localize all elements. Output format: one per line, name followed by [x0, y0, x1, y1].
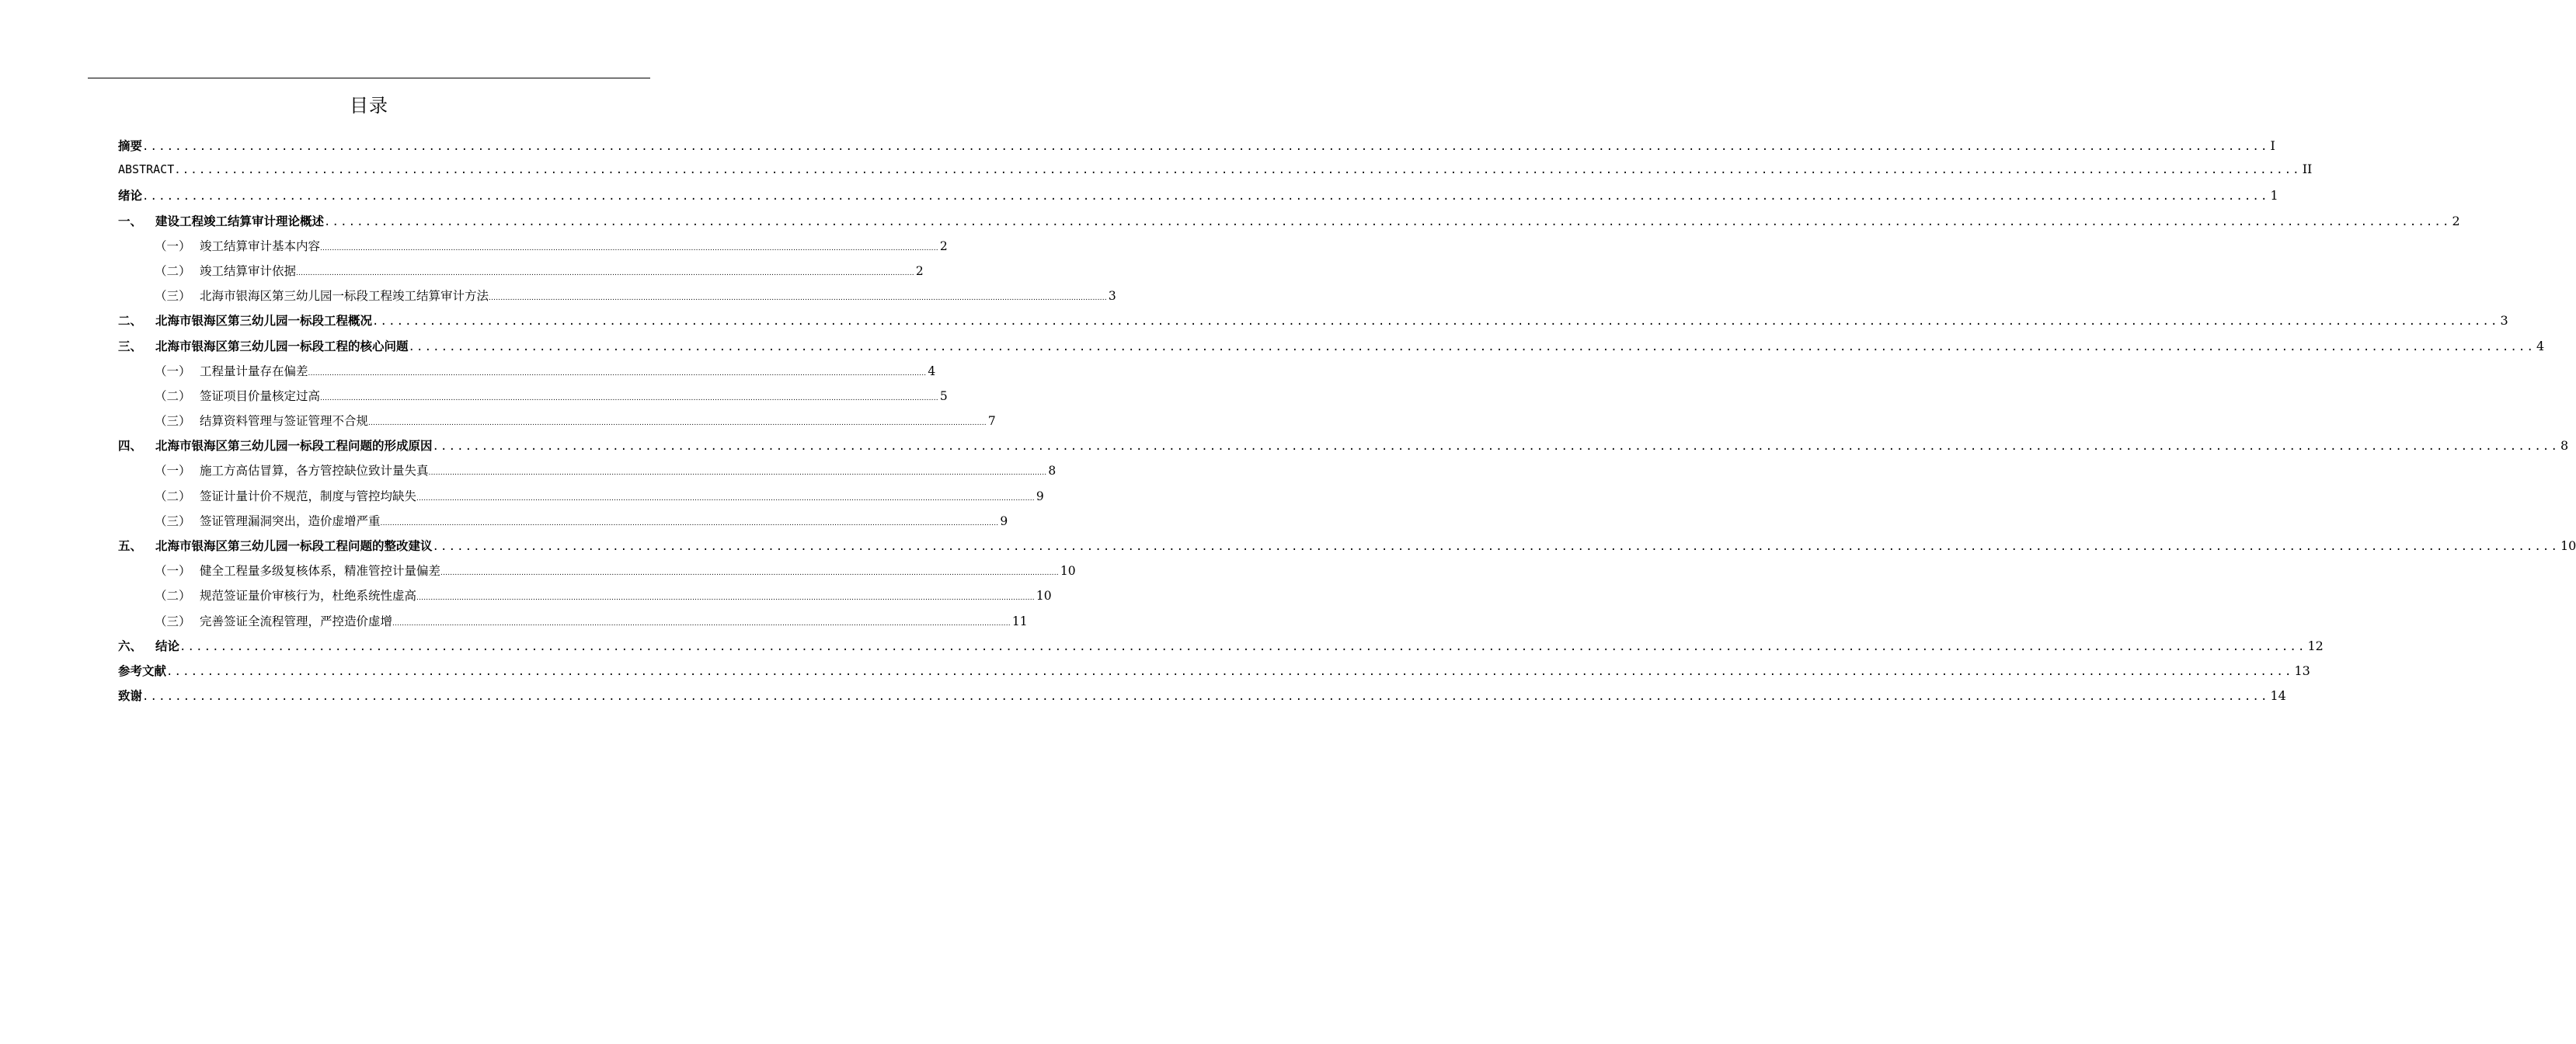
- toc-entry-label: 北海市银海区第三幼儿园一标段工程竣工结算审计方法: [200, 289, 489, 304]
- toc-entry-page: 10: [2560, 538, 2576, 553]
- toc-entry-number: 五、: [118, 539, 143, 553]
- dot-leader: ....................................................................................................................................................................................................................................................................: [372, 315, 2499, 329]
- toc-entry-label: 竣工结算审计依据: [200, 263, 297, 278]
- dot-leader: ....................................................................................................................................................................................................................................................................: [324, 215, 2451, 228]
- toc-entry-label: 签证项目价量核定过高: [200, 388, 321, 403]
- toc-entry-label: 绪论: [118, 189, 143, 204]
- toc-entry-label: 致谢: [118, 689, 143, 704]
- toc-entry-number: （一）: [155, 238, 191, 253]
- toc-entry-page: 5: [939, 388, 948, 403]
- dot-leader: ....................................................................................................................................................................................................................................................................: [142, 190, 2269, 204]
- toc-entry-page: 4: [2536, 338, 2545, 353]
- toc-entry[interactable]: [118, 437, 2569, 461]
- dot-leader: ....................................................................................................................................................................................................................................................................: [380, 519, 999, 527]
- toc-entry-page: 3: [1108, 289, 1116, 304]
- toc-entry-label: ABSTRACT: [118, 162, 175, 177]
- toc-entry[interactable]: [118, 487, 1044, 512]
- toc-entry-number: （二）: [155, 263, 191, 278]
- dot-leader: ....................................................................................................................................................................................................................................................................: [320, 394, 938, 402]
- toc-entry[interactable]: [118, 537, 2576, 562]
- toc-entry[interactable]: [118, 337, 2545, 362]
- toc-entry-page: 12: [2307, 638, 2324, 653]
- toc-entry[interactable]: [118, 586, 1052, 611]
- toc-entry-label: 参考文献: [118, 663, 167, 678]
- toc-entry-page: 2: [915, 263, 924, 278]
- toc-entry-label: 北海市银海区第三幼儿园一标段工程的核心问题: [155, 339, 409, 353]
- toc-entry-label: 结论: [155, 639, 180, 653]
- dot-leader: ....................................................................................................................................................................................................................................................................: [416, 594, 1035, 603]
- toc-entry-label: 签证计量计价不规范，制度与管控均缺失: [200, 489, 417, 503]
- toc-entry-label: 建设工程竣工结算审计理论概述: [155, 214, 325, 228]
- toc-entry-page: 7: [987, 414, 996, 429]
- toc-entry-number: 六、: [118, 639, 143, 653]
- toc-entry-label: 完善签证全流程管理，严控造价虚增: [200, 614, 393, 628]
- toc-entry[interactable]: [118, 262, 924, 287]
- toc-entry-page: 10: [1036, 589, 1052, 604]
- toc-entry-page: 2: [939, 238, 948, 253]
- dot-leader: ....................................................................................................................................................................................................................................................................: [174, 164, 2301, 177]
- toc-entry-page: 9: [1000, 513, 1008, 528]
- toc-entry-label: 竣工结算审计基本内容: [200, 238, 321, 253]
- toc-entry[interactable]: [118, 186, 2278, 211]
- toc-entry-number: （三）: [155, 513, 191, 528]
- toc-entry[interactable]: [118, 512, 1008, 537]
- toc-entry-page: 9: [1036, 489, 1044, 503]
- dot-leader: ....................................................................................................................................................................................................................................................................: [489, 294, 1107, 303]
- dot-leader: ....................................................................................................................................................................................................................................................................: [308, 369, 927, 378]
- dot-leader: ....................................................................................................................................................................................................................................................................: [432, 541, 2559, 553]
- toc-entry-page: 2: [2452, 213, 2460, 228]
- dot-leader: ....................................................................................................................................................................................................................................................................: [179, 640, 2306, 653]
- toc-entry-number: 一、: [118, 214, 143, 228]
- toc-entry[interactable]: [118, 162, 2313, 186]
- dot-leader: ....................................................................................................................................................................................................................................................................: [296, 269, 914, 277]
- toc-entry-number: （一）: [155, 564, 191, 579]
- toc-entry-page: 4: [928, 364, 936, 378]
- dot-leader: ....................................................................................................................................................................................................................................................................: [432, 440, 2559, 454]
- toc-entry-number: （二）: [155, 388, 191, 403]
- dot-leader: ....................................................................................................................................................................................................................................................................: [428, 469, 1047, 478]
- toc-entry-page: 3: [2500, 313, 2508, 329]
- toc-entry[interactable]: [118, 311, 2508, 336]
- toc-entry-label: 签证管理漏洞突出，造价虚增严重: [200, 513, 381, 528]
- toc-entry[interactable]: [118, 461, 1057, 486]
- dot-leader: ....................................................................................................................................................................................................................................................................: [368, 419, 987, 428]
- toc-entry-number: 四、: [118, 439, 143, 454]
- page-title: 目录: [350, 95, 388, 117]
- toc-entry-page: 14: [2270, 688, 2286, 704]
- toc-entry-label: 工程量计量存在偏差: [200, 364, 308, 378]
- dot-leader: ....................................................................................................................................................................................................................................................................: [320, 244, 938, 252]
- toc-entry-page: I: [2270, 138, 2275, 153]
- toc-entry-label: 结算资料管理与签证管理不合规: [200, 414, 369, 429]
- toc-entry-page: 8: [2560, 438, 2569, 454]
- dot-leader: ....................................................................................................................................................................................................................................................................: [142, 691, 2269, 704]
- table-of-contents: [118, 137, 2576, 712]
- toc-entry-label: 北海市银海区第三幼儿园一标段工程问题的整改建议: [155, 539, 433, 553]
- toc-entry-page: 8: [1048, 464, 1057, 478]
- toc-entry-number: （三）: [155, 614, 191, 628]
- toc-entry[interactable]: [118, 637, 2324, 662]
- toc-entry-number: （一）: [155, 364, 191, 378]
- toc-entry[interactable]: [118, 362, 936, 387]
- toc-entry[interactable]: [118, 662, 2310, 687]
- toc-entry-label: 摘要: [118, 139, 143, 153]
- toc-entry[interactable]: [118, 612, 1028, 637]
- dot-leader: ....................................................................................................................................................................................................................................................................: [440, 569, 1059, 578]
- toc-entry-label: 施工方高估冒算，各方管控缺位致计量失真: [200, 464, 429, 478]
- dot-leader: ....................................................................................................................................................................................................................................................................: [166, 665, 2293, 678]
- dot-leader: ....................................................................................................................................................................................................................................................................: [142, 141, 2269, 153]
- toc-entry-label: 健全工程量多级复核体系，精准管控计量偏差: [200, 564, 441, 579]
- toc-entry[interactable]: [118, 687, 2286, 712]
- toc-entry[interactable]: [118, 212, 2460, 237]
- toc-entry-number: （二）: [155, 489, 191, 503]
- toc-entry-number: （三）: [155, 414, 191, 429]
- toc-entry-number: 三、: [118, 339, 143, 353]
- toc-entry-page: II: [2302, 162, 2313, 177]
- toc-entry-page: 11: [1011, 614, 1028, 628]
- toc-entry-label: 规范签证量价审核行为，杜绝系统性虚高: [200, 589, 417, 604]
- toc-entry-page: 1: [2270, 188, 2278, 204]
- toc-entry[interactable]: [118, 562, 1076, 586]
- toc-entry-page: 13: [2294, 663, 2310, 678]
- toc-entry-label: 北海市银海区第三幼儿园一标段工程概况: [155, 314, 373, 329]
- toc-entry[interactable]: [118, 387, 948, 412]
- toc-entry-number: （一）: [155, 464, 191, 478]
- toc-entry[interactable]: [118, 137, 2275, 162]
- toc-entry-number: 二、: [118, 314, 143, 329]
- toc-entry-number: （三）: [155, 289, 191, 304]
- toc-entry[interactable]: [118, 237, 948, 262]
- dot-leader: ....................................................................................................................................................................................................................................................................: [416, 494, 1035, 503]
- toc-entry[interactable]: [118, 412, 996, 437]
- dot-leader: ....................................................................................................................................................................................................................................................................: [392, 619, 1011, 628]
- toc-entry-number: （二）: [155, 589, 191, 604]
- dot-leader: ....................................................................................................................................................................................................................................................................: [408, 340, 2535, 353]
- toc-entry-page: 10: [1060, 564, 1076, 579]
- toc-entry-label: 北海市银海区第三幼儿园一标段工程问题的形成原因: [155, 439, 433, 454]
- toc-entry[interactable]: [118, 287, 1116, 311]
